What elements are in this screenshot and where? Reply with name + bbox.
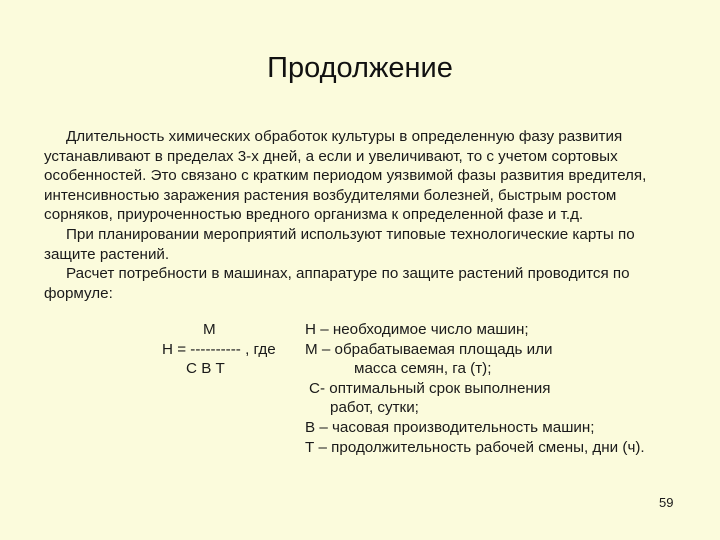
body-text	[44, 127, 684, 303]
definition-c: С- оптимальный срок выполнения	[309, 379, 551, 397]
formula-numerator: М	[203, 321, 216, 338]
formula-denominator: С В Т	[186, 360, 225, 377]
definition-m: М – обрабатываемая площадь или	[305, 340, 553, 358]
definition-t: Т – продолжительность рабочей смены, дни (ч).	[305, 438, 645, 456]
page-number: 59	[659, 495, 674, 510]
paragraph-calculation: Расчет потребности в машинах, аппаратуре по защите растений проводится по формуле:	[44, 265, 630, 302]
paragraph-planning: При планировании мероприятий используют типовые технологические карты по защите растений.	[44, 225, 635, 263]
formula-equation: Н = ---------- , где	[162, 341, 276, 358]
definition-b: В – часовая производительность машин;	[305, 418, 595, 436]
definition-c-cont: работ, сутки;	[330, 399, 419, 417]
variable-definitions	[305, 320, 645, 457]
paragraph-duration: Длительность химических обработок культуры в определенную фазу развития устанавливают в пределах 3-х дней, а если и увеличивают, то с учетом сортовых особенностей. Это связано с кратким периодом уязвимой фазы развития вредителя, интенсивностью заражения растения возбудителями болезней, быстрым ростом сорняков, приуроченностью вредного организма к определенной фазе и т.д.	[44, 128, 647, 224]
definition-m-cont: масса семян, га (т);	[354, 360, 492, 378]
definition-n: Н – необходимое число машин;	[305, 321, 529, 338]
page-title: Продолжение	[267, 52, 453, 84]
